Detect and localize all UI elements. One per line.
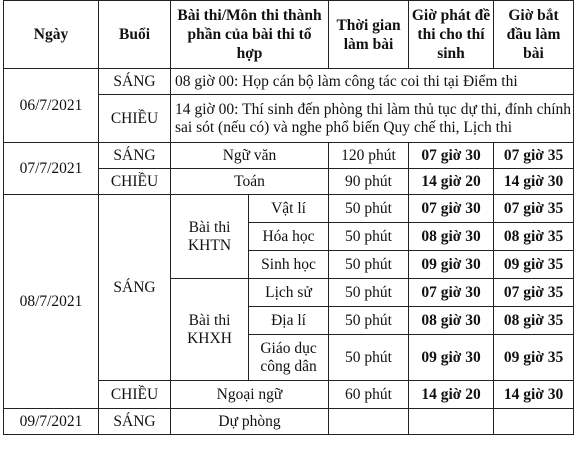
subject-cell: Dự phòng — [171, 409, 329, 435]
duration-cell: 90 phút — [329, 169, 409, 195]
exam-schedule — [3, 0, 574, 435]
header-subject: Bài thi/Môn thi thành phần của bài thi tổ hợp — [171, 1, 329, 69]
session-cell: CHIỀU — [99, 169, 171, 195]
group-khtn-cell: Bài thi KHTN — [171, 195, 249, 279]
header-date: Ngày — [4, 1, 99, 69]
session-cell: SÁNG — [99, 409, 171, 435]
header-row — [4, 1, 574, 69]
header-duration: Thời gian làm bài — [329, 1, 409, 69]
distribute-cell: 09 giờ 30 — [409, 251, 494, 279]
date-cell: 08/7/2021 — [4, 195, 99, 409]
schedule-table — [3, 0, 574, 435]
header-session: Buổi — [99, 1, 171, 69]
group-khxh-cell: Bài thi KHXH — [171, 279, 249, 381]
table-row — [4, 195, 574, 223]
duration-cell: 50 phút — [329, 251, 409, 279]
distribute-cell: 09 giờ 30 — [409, 335, 494, 381]
subject-cell: Ngữ văn — [171, 143, 329, 169]
header-distribute-time: Giờ phát đề thi cho thí sinh — [409, 1, 494, 69]
start-cell — [494, 409, 574, 435]
table-row — [4, 409, 574, 435]
date-cell: 06/7/2021 — [4, 69, 99, 143]
duration-cell — [329, 409, 409, 435]
duration-cell: 50 phút — [329, 195, 409, 223]
start-cell: 07 giờ 35 — [494, 195, 574, 223]
duration-cell: 120 phút — [329, 143, 409, 169]
distribute-cell: 14 giờ 20 — [409, 381, 494, 409]
table-row — [4, 69, 574, 95]
note-cell: 08 giờ 00: Họp cán bộ làm công tác coi thi tại Điểm thi — [171, 69, 574, 95]
subject-cell: Toán — [171, 169, 329, 195]
duration-cell: 50 phút — [329, 307, 409, 335]
distribute-cell: 07 giờ 30 — [409, 143, 494, 169]
distribute-cell — [409, 409, 494, 435]
duration-cell: 50 phút — [329, 335, 409, 381]
start-cell: 07 giờ 35 — [494, 143, 574, 169]
start-cell: 08 giờ 35 — [494, 223, 574, 251]
header-start-time: Giờ bắt đầu làm bài — [494, 1, 574, 69]
duration-cell: 60 phút — [329, 381, 409, 409]
distribute-cell: 14 giờ 20 — [409, 169, 494, 195]
subject-cell: Ngoại ngữ — [171, 381, 329, 409]
distribute-cell: 08 giờ 30 — [409, 223, 494, 251]
start-cell: 14 giờ 30 — [494, 381, 574, 409]
start-cell: 14 giờ 30 — [494, 169, 574, 195]
subject-cell: Lịch sử — [249, 279, 329, 307]
distribute-cell: 08 giờ 30 — [409, 307, 494, 335]
duration-cell: 50 phút — [329, 279, 409, 307]
subject-cell: Sinh học — [249, 251, 329, 279]
start-cell: 09 giờ 35 — [494, 335, 574, 381]
distribute-cell: 07 giờ 30 — [409, 279, 494, 307]
subject-cell: Vật lí — [249, 195, 329, 223]
session-cell: SÁNG — [99, 69, 171, 95]
table-row — [4, 143, 574, 169]
session-cell: SÁNG — [99, 195, 171, 381]
subject-cell: Giáo dục công dân — [249, 335, 329, 381]
distribute-cell: 07 giờ 30 — [409, 195, 494, 223]
date-cell: 07/7/2021 — [4, 143, 99, 195]
subject-cell: Hóa học — [249, 223, 329, 251]
start-cell: 09 giờ 35 — [494, 251, 574, 279]
subject-cell: Địa lí — [249, 307, 329, 335]
note-cell: 14 giờ 00: Thí sinh đến phòng thi làm thủ tục dự thi, đính chính sai sót (nếu có) và nghe phổ biến Quy chế thi, Lịch thi — [171, 95, 574, 143]
date-cell: 09/7/2021 — [4, 409, 99, 435]
session-cell: SÁNG — [99, 143, 171, 169]
session-cell: CHIỀU — [99, 381, 171, 409]
start-cell: 07 giờ 35 — [494, 279, 574, 307]
session-cell: CHIỀU — [99, 95, 171, 143]
duration-cell: 50 phút — [329, 223, 409, 251]
start-cell: 08 giờ 35 — [494, 307, 574, 335]
